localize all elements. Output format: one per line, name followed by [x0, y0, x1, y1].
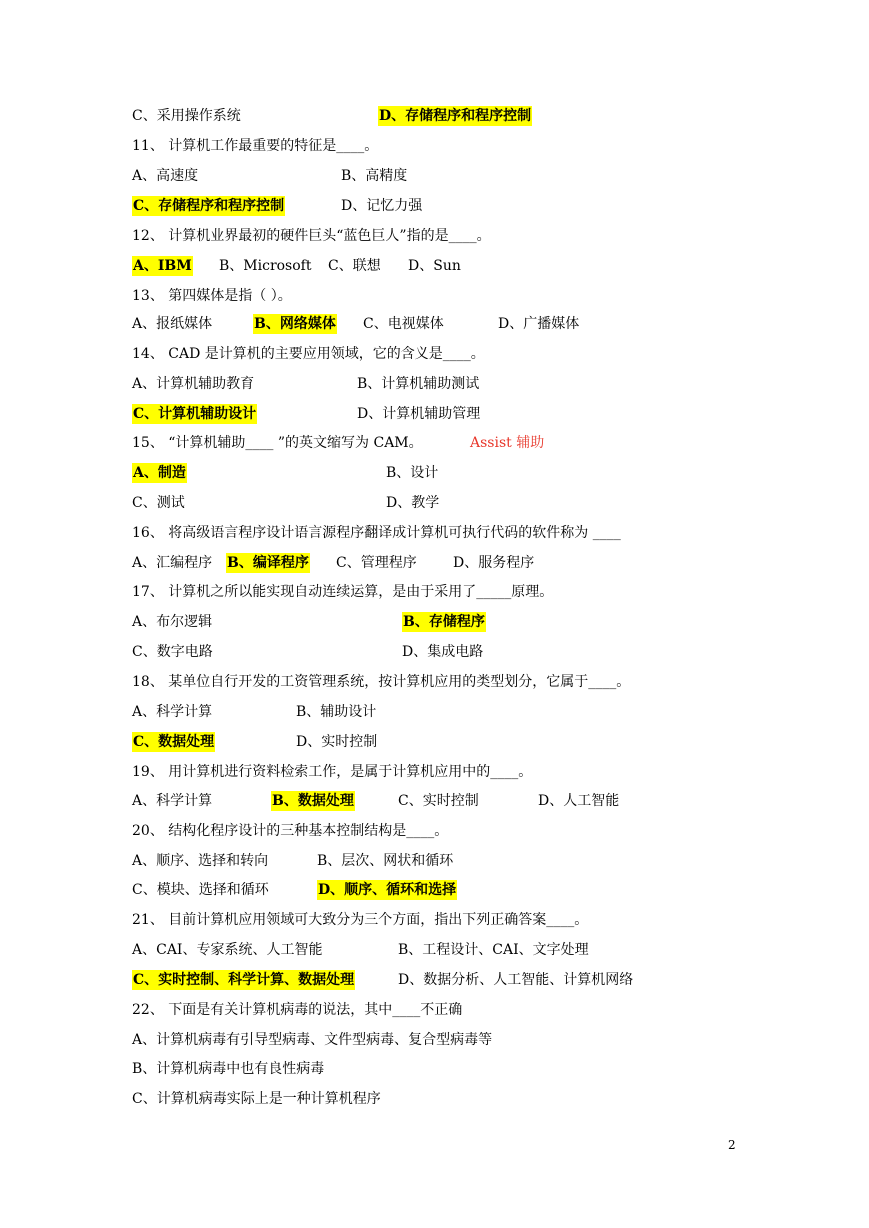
text-segment: B、层次、网状和循环 [317, 853, 454, 869]
text-segment: 22、 下面是有关计算机病毒的说法，其中____不正确 [132, 1002, 463, 1018]
text-segment: D、服务程序 [453, 555, 535, 571]
text-segment: 19、 用计算机进行资料检索工作，是属于计算机应用中的____。 [132, 764, 533, 780]
highlighted-answer: C、存储程序和程序控制 [133, 198, 285, 214]
text-segment: D、数据分析、人工智能、计算机网络 [398, 972, 634, 988]
text-segment: D、Sun [408, 258, 461, 274]
text-segment: A、顺序、选择和转向 [132, 853, 269, 869]
highlighted-answer: C、实时控制、科学计算、数据处理 [133, 972, 355, 988]
text-segment: B、计算机辅助测试 [357, 376, 480, 392]
text-segment: C、模块、选择和循环 [132, 882, 269, 898]
highlighted-answer: B、存储程序 [403, 614, 485, 630]
text-segment: C、电视媒体 [363, 316, 444, 332]
text-segment: 14、 CAD 是计算机的主要应用领域，它的含义是____。 [132, 346, 485, 362]
text-segment: 20、 结构化程序设计的三种基本控制结构是____。 [132, 823, 449, 839]
highlighted-answer: D、存储程序和程序控制 [379, 108, 532, 124]
highlighted-answer: B、网络媒体 [254, 316, 336, 332]
text-segment: D、记忆力强 [341, 198, 423, 214]
text-segment: C、管理程序 [336, 555, 417, 571]
text-segment: A、计算机病毒有引导型病毒、文件型病毒、复合型病毒等 [132, 1032, 493, 1048]
text-segment: D、实时控制 [296, 734, 378, 750]
text-segment: D、教学 [386, 495, 440, 511]
text-segment: A、报纸媒体 [132, 316, 213, 332]
text-segment: B、高精度 [341, 168, 408, 184]
text-segment: A、布尔逻辑 [132, 614, 213, 630]
text-segment: B、辅助设计 [296, 704, 377, 720]
red-annotation: Assist 辅助 [470, 435, 545, 451]
text-segment: C、联想 [328, 258, 381, 274]
highlighted-answer: B、数据处理 [272, 793, 354, 809]
text-segment: C、数字电路 [132, 644, 213, 660]
text-segment: D、人工智能 [538, 793, 620, 809]
text-segment: C、计算机病毒实际上是一种计算机程序 [132, 1091, 381, 1107]
text-segment: 18、 某单位自行开发的工资管理系统，按计算机应用的类型划分，它属于____。 [132, 674, 631, 690]
text-segment: 21、 目前计算机应用领域可大致分为三个方面，指出下列正确答案____。 [132, 912, 589, 928]
text-segment: B、设计 [386, 465, 439, 481]
text-segment: 12、 计算机业界最初的硬件巨头“蓝色巨人”指的是____。 [132, 228, 491, 244]
text-segment: 15、 “计算机辅助____ ”的英文缩写为 CAM。 [132, 435, 423, 451]
text-segment: A、高速度 [132, 168, 199, 184]
text-segment: A、科学计算 [132, 704, 213, 720]
text-segment: B、工程设计、CAI、文字处理 [398, 942, 589, 958]
highlighted-answer: B、编译程序 [227, 555, 309, 571]
text-segment: C、测试 [132, 495, 185, 511]
text-segment: D、广播媒体 [498, 316, 580, 332]
text-segment: 17、 计算机之所以能实现自动连续运算，是由于采用了_____原理。 [132, 584, 554, 600]
highlighted-answer: D、顺序、循环和选择 [318, 882, 457, 898]
highlighted-answer: C、数据处理 [133, 734, 215, 750]
text-segment: D、计算机辅助管理 [357, 406, 481, 422]
text-segment: A、CAI、专家系统、人工智能 [132, 942, 323, 958]
text-segment: C、实时控制 [398, 793, 479, 809]
highlighted-answer: C、计算机辅助设计 [133, 406, 257, 422]
text-segment: B、计算机病毒中也有良性病毒 [132, 1061, 325, 1077]
highlighted-answer: A、制造 [133, 465, 186, 481]
text-segment: 16、 将高级语言程序设计语言源程序翻译成计算机可执行代码的软件称为 ____ [132, 525, 621, 541]
text-segment: A、汇编程序 [132, 555, 213, 571]
text-segment: A、计算机辅助教育 [132, 376, 255, 392]
text-segment: C、采用操作系统 [132, 108, 241, 124]
text-segment: A、科学计算 [132, 793, 213, 809]
page-number: 2 [728, 1138, 736, 1152]
highlighted-answer: A、IBM [133, 258, 192, 274]
text-segment: 11、 计算机工作最重要的特征是____。 [132, 138, 379, 154]
text-segment: 13、 第四媒体是指（ ）。 [132, 288, 292, 304]
text-segment: B、Microsoft [219, 258, 312, 274]
text-segment: D、集成电路 [402, 644, 484, 660]
